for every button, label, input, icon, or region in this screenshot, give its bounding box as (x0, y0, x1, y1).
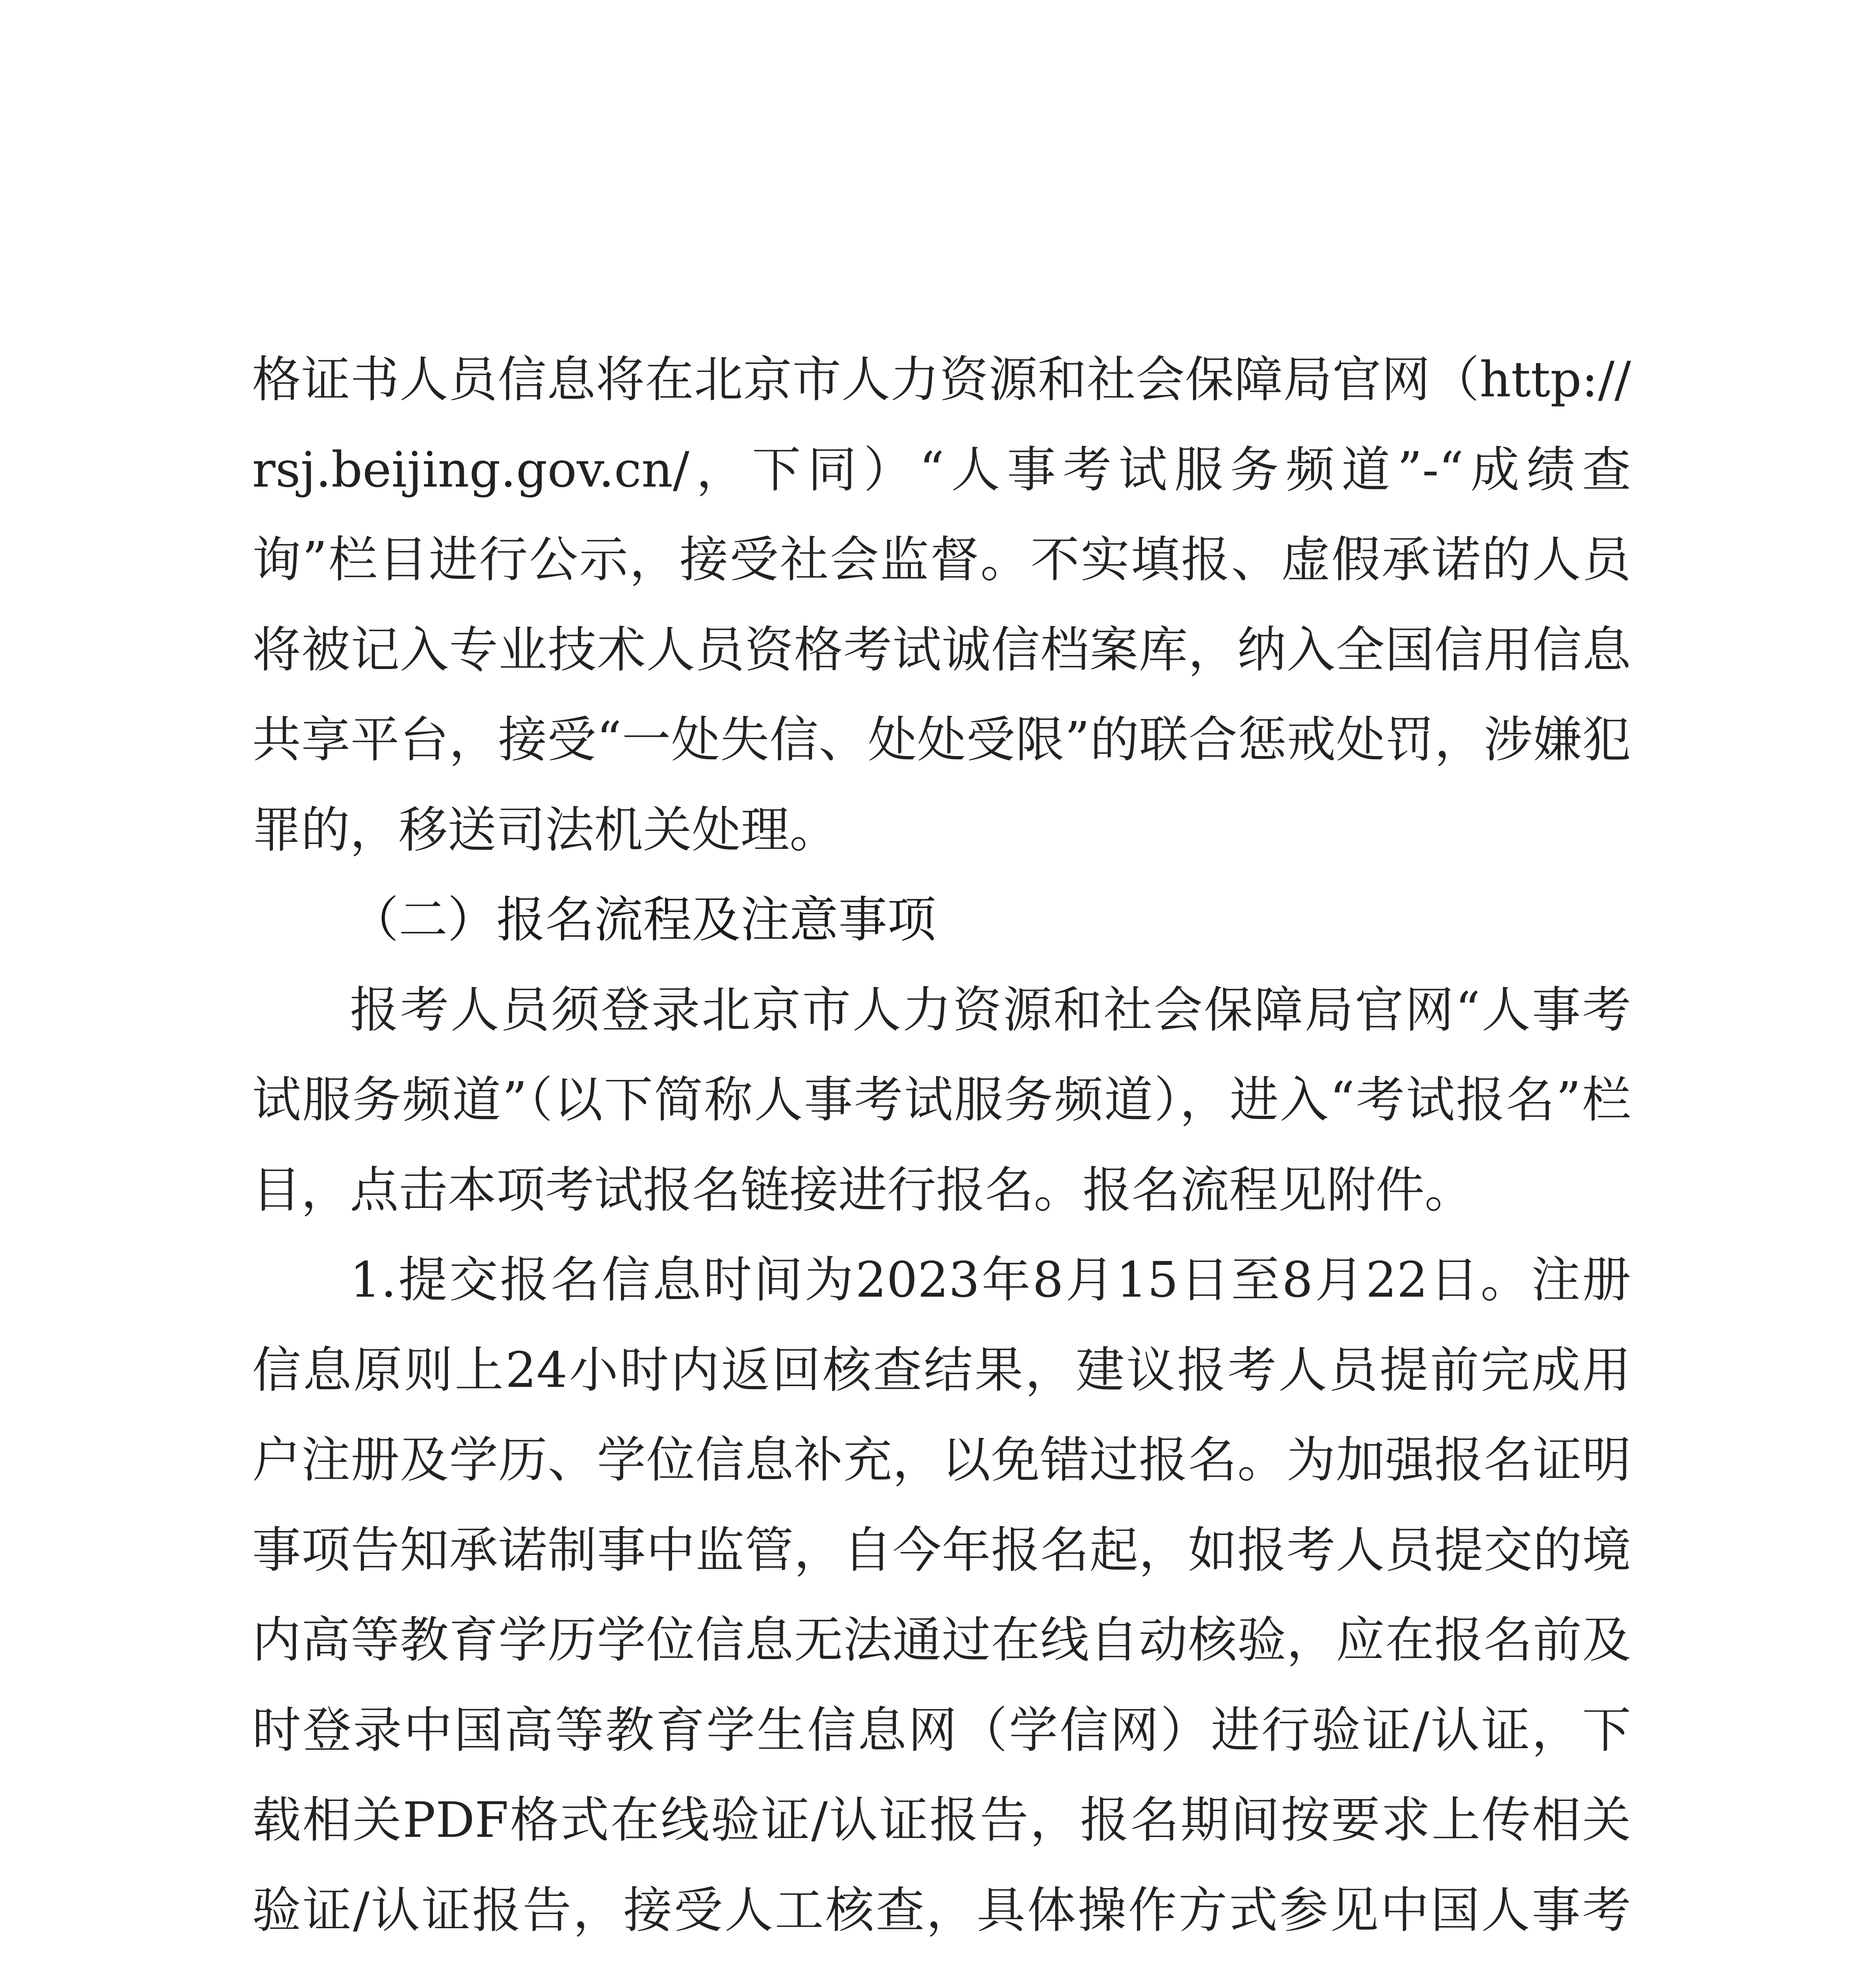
section-heading: （二）报名流程及注意事项 (350, 892, 936, 948)
paragraph-item-1: 1.提交报名信息时间为2023年8月15日至8月22日。注册信息原则上24小时内返回核查结果，建议报考人员提前完成用户注册及学历、学位信息补充，以免错过报名。为加强报名证明事项告知承诺制事中监管，自今年报名起，如报考人员提交的境内高等教育学历学位信息无法通过在线自动核验，应在报名前及时登录中国高等教育学生信息网（学信网）进行验证/认证，下载相关PDF格式在线验证/认证报告，报名期间按要求上传相关验证/认证报告，接受人工核查，具体操作方式参见中国人事考 (252, 1252, 1631, 1939)
paragraph-continuation: 格证书人员信息将在北京市人力资源和社会保障局官网（http://rsj.beijing.gov.cn/，下同）“人事考试服务频道”-“成绩查询”栏目进行公示，接受社会监督。不实填报、虚假承诺的人员将被记入专业技术人员资格考试诚信档案库，纳入全国信用信息共享平台，接受“一处失信、处处受限”的联合惩戒处罚，涉嫌犯罪的，移送司法机关处理。 (252, 351, 1631, 859)
paragraph-registration-intro: 报考人员须登录北京市人力资源和社会保障局官网“人事考试服务频道”（以下简称人事考试服务频道），进入“考试报名”栏目，点击本项考试报名链接进行报名。报名流程见附件。 (252, 981, 1631, 1219)
document-body (252, 335, 1631, 1970)
